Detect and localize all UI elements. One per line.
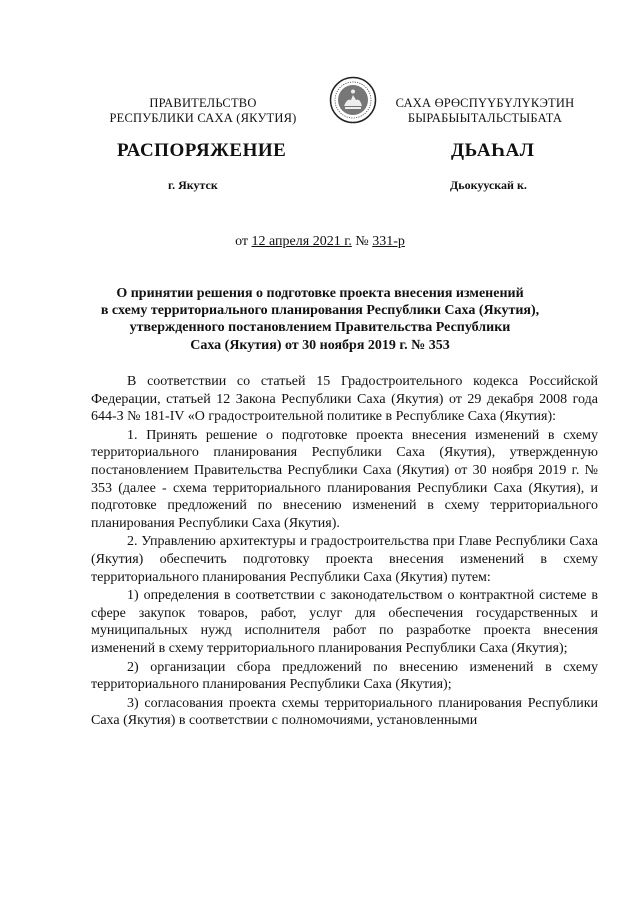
body-paragraph: 2) организации сбора предложений по внесению изменений в схему территориального планирования Республики Саха (Якутия); [91, 659, 598, 693]
header-left-line2: РЕСПУБЛИКИ САХА (ЯКУТИЯ) [109, 111, 297, 125]
header-left-block [98, 96, 308, 126]
document-title [80, 285, 560, 354]
title-line: О принятии решения о подготовке проекта внесения изменений [116, 286, 524, 301]
doc-number: 331-р [372, 234, 405, 249]
body-paragraph: 1. Принять решение о подготовке проекта внесения изменений в схему территориального планирования Республики Саха (Якутия), утвержденную постановлением Правительства Республики Саха (Якутия) от 30 ноября 2019 г. № 353 (далее - схема территориального планирования Республики Саха (Якутия), и подготовке предложений по внесению изменений в схему территориального планирования Республики Саха (Якутия). [91, 427, 598, 531]
doc-type-ru: РАСПОРЯЖЕНИЕ [117, 140, 287, 161]
doc-type-sah: ДЬАҺАЛ [451, 140, 535, 161]
body-paragraph: 3) согласования проекта схемы территориального планирования Республики Саха (Якутия) в соответствии с полномочиями, установленными [91, 695, 598, 729]
header-right-block [385, 96, 585, 126]
body-paragraph: В соответствии со статьей 15 Градостроительного кодекса Российской Федерации, статьей 12 Закона Республики Саха (Якутия) от 29 декабря 2008 года 644-З № 181-IV «О градостроительной политике в Республике Саха (Якутия): [91, 374, 598, 425]
body-paragraph: 1) определения в соответствии с законодательством о контрактной системе в сфере закупок товаров, работ, услуг для обеспечения государственных и муниципальных нужд исполнителя работ по разработке проекта внесения изменений в схему территориального планирования Республики Саха (Якутия); [91, 588, 598, 656]
date-line [0, 234, 640, 250]
title-line: Саха (Якутия) от 30 ноября 2019 г. № 353 [190, 337, 450, 353]
title-line: утвержденного постановлением Правительства Республики [129, 320, 511, 336]
header-left-line1: ПРАВИТЕЛЬСТВО [149, 96, 257, 110]
body-paragraph: 2. Управлению архитектуры и градостроительства при Главе Республики Саха (Якутия) обеспечить подготовку проекта внесения изменений в схему территориального планирования Республики Саха (Якутия) путем: [91, 534, 598, 585]
date-value: 12 апреля 2021 г. [251, 234, 352, 249]
title-line: в схему территориального планирования Республики Саха (Якутия), [100, 303, 540, 319]
city-sah: Дьокуускай к. [450, 178, 527, 192]
header-right-line2: БЫРАБЫЫТАЛЬСТЫБАТА [407, 111, 563, 125]
coat-of-arms-icon [329, 76, 377, 124]
city-ru: г. Якутск [168, 178, 218, 192]
number-prefix: № [351, 234, 373, 249]
date-prefix: от [235, 234, 252, 249]
document-body [91, 373, 598, 731]
header-right-line1: САХА ӨРӨСПҮҮБҮЛҮКЭТИН [395, 96, 575, 110]
